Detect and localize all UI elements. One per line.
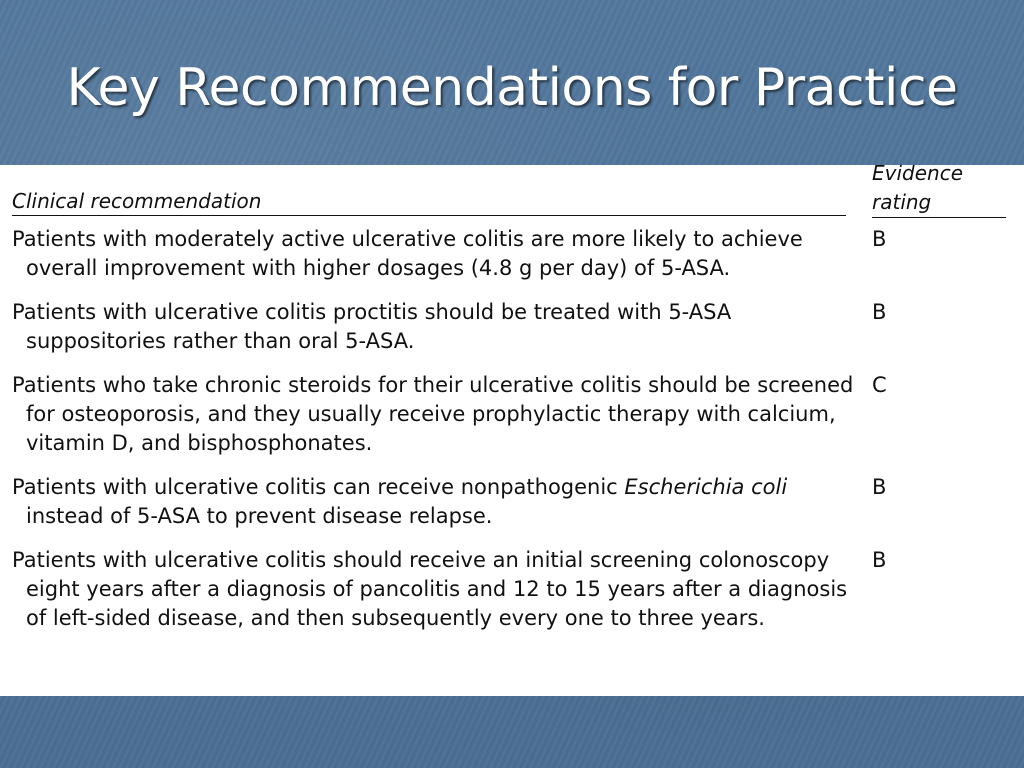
clinical-recommendation-header: Clinical recommendation [12, 187, 846, 216]
table-row [10, 546, 1010, 633]
evidence-rating: B [872, 475, 887, 499]
table-row [10, 225, 1010, 283]
recommendation-text-start: Patients with ulcerative colitis can receive nonpathogenic [12, 475, 625, 499]
content-panel [0, 165, 1024, 696]
recommendation-text: Patients with moderately active ulcerative colitis are more likely to achieve overall improvement with higher dosages (4.8 g per day) of 5-ASA. [12, 227, 803, 280]
evidence-rating: C [872, 373, 887, 397]
recommendations-table [10, 165, 1010, 633]
evidence-rating: B [872, 227, 887, 251]
evidence-rating: B [872, 300, 887, 324]
recommendation-text: Patients with ulcerative colitis should receive an initial screening colonoscopy eight years after a diagnosis of pancolitis and 12 to 15 years after a diagnosis of left-sided disease, and then subsequently every one to three years. [12, 548, 848, 630]
recommendation-text: Patients who take chronic steroids for their ulcerative colitis should be screened for osteoporosis, and they usually receive prophylactic therapy with calcium, vitamin D, and bisphosphonates. [12, 373, 854, 455]
evidence-rating-header: Evidence rating [872, 165, 1006, 218]
recommendation-text-end: instead of 5-ASA to prevent disease relapse. [26, 504, 493, 528]
table-row [10, 298, 1010, 356]
table-row [10, 473, 1010, 531]
evidence-rating: B [872, 548, 887, 572]
recommendation-text: Patients with ulcerative colitis proctitis should be treated with 5-ASA suppositories rather than oral 5-ASA. [12, 300, 732, 353]
table-row [10, 371, 1010, 458]
table-header-row [10, 165, 1010, 217]
recommendation-text [12, 473, 856, 531]
recommendation-text-organism: Escherichia coli [624, 475, 788, 499]
slide-title: Key Recommendations for Practice [66, 58, 958, 118]
